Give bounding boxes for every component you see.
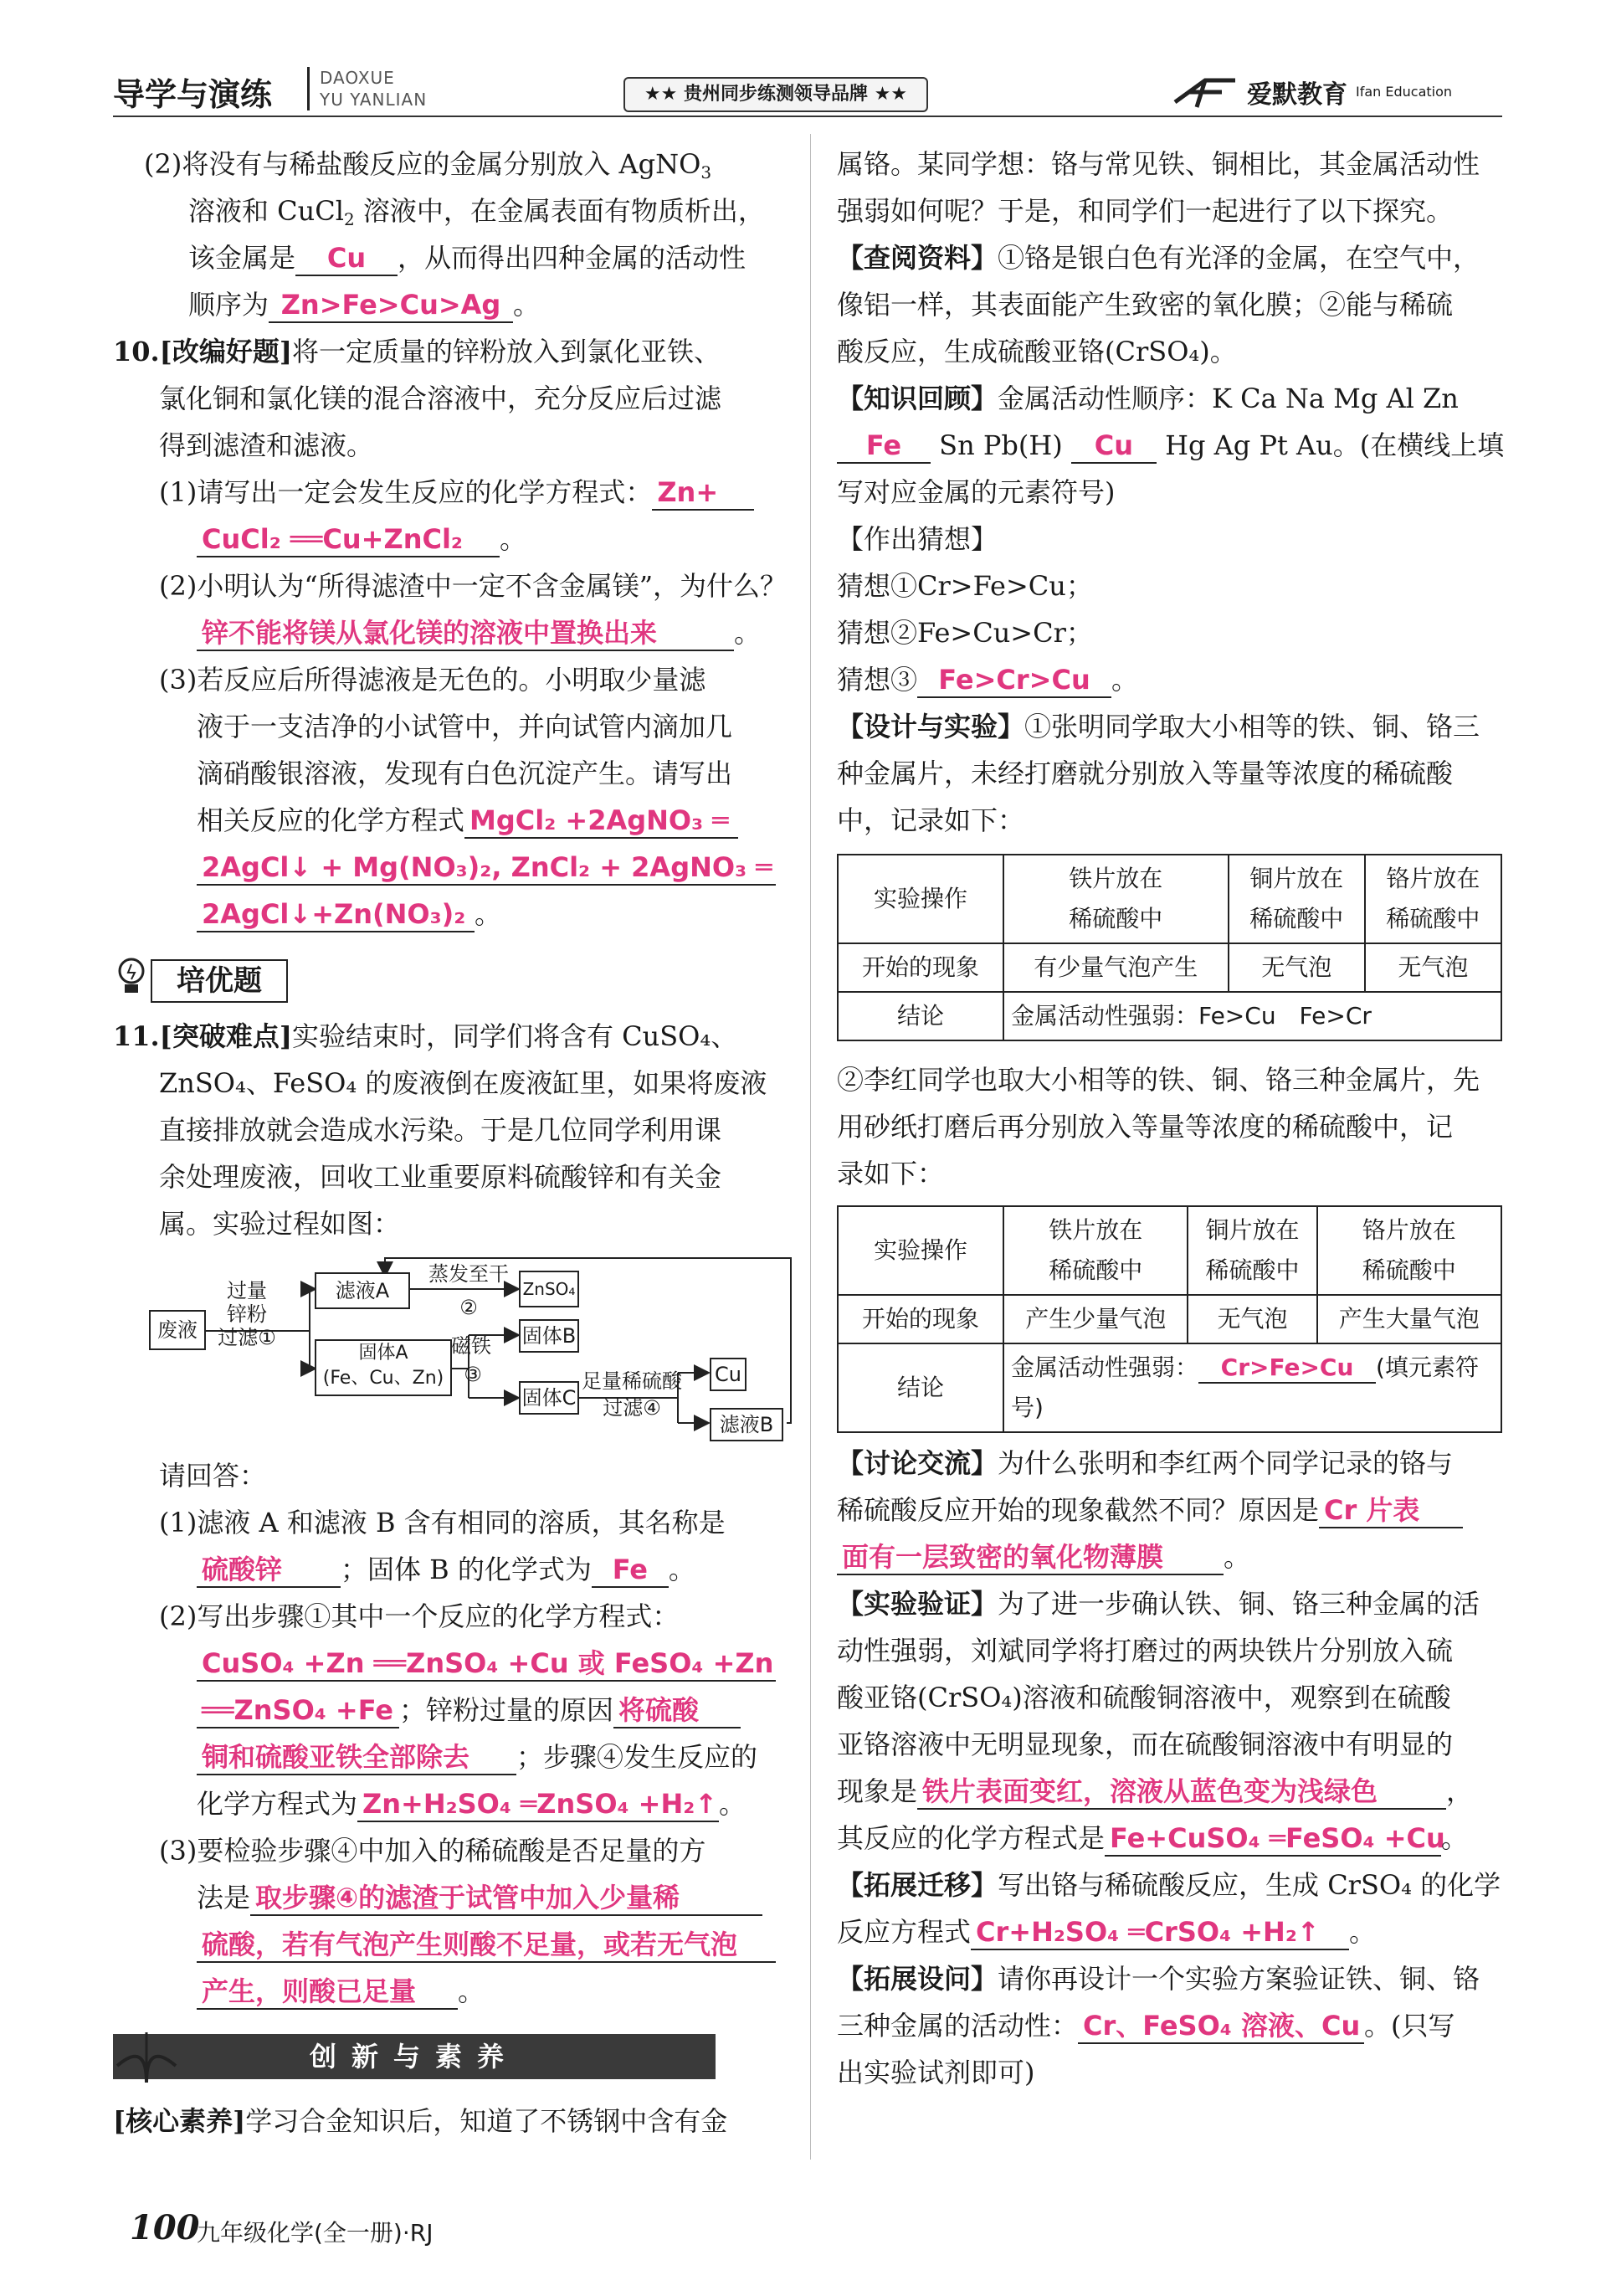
r-line-8: 写对应金属的元素符号) — [837, 476, 1116, 508]
t2-r2-0: 结论 — [838, 1343, 1003, 1432]
t2-h3: 铬片放在 稀硫酸中 — [1317, 1206, 1501, 1295]
waste-box: 废液 — [149, 1310, 206, 1350]
t2-r1-2: 无气泡 — [1188, 1295, 1316, 1343]
q10-3-line-d: 相关反应的化学方程式 MgCl₂ +2AgNO₃ ═ — [197, 797, 738, 844]
r-line-30: 【拓展设问】请你再设计一个实验方案验证铁、铜、铬 — [837, 1963, 1480, 1995]
q10-1-line: (1)请写出一定会发生反应的化学方程式： Zn+ — [159, 469, 754, 516]
q9-2-line-c: 该金属是 Cu ，从而得出四种金属的活动性 — [188, 234, 746, 281]
experiment-table-2 — [837, 1205, 1502, 1433]
q11-line-a: 11.[突破难点]实验结束时，同学们将含有 CuSO₄、 — [113, 1020, 738, 1052]
r-line-22: 【实验验证】为了进一步确认铁、铜、铬三种金属的活 — [837, 1588, 1480, 1620]
r-line-19: 【讨论交流】为什么张明和李红两个同学记录的铬与 — [837, 1447, 1454, 1479]
section-banner: 创新与素养 — [113, 2034, 716, 2079]
solid-c-box: 固体C — [519, 1381, 579, 1415]
header-separator — [307, 67, 310, 110]
r-line-2: 强弱如何呢？于是，和同学们一起进行了以下探究。 — [837, 195, 1454, 227]
q11-line-e: 属。实验过程如图： — [159, 1208, 401, 1240]
q11-3-line-a: (3)要检验步骤④中加入的稀硫酸是否足量的方 — [159, 1835, 706, 1867]
filtrate-b-box: 滤液B — [710, 1408, 783, 1441]
r-line-9: 【作出猜想】 — [837, 523, 998, 555]
acid-label: 足量稀硫酸 — [582, 1369, 682, 1393]
t1-h2: 铜片放在 稀硫酸中 — [1229, 855, 1365, 943]
t2-h1: 铁片放在 稀硫酸中 — [1003, 1206, 1188, 1295]
open-book-icon — [109, 2016, 184, 2091]
q10-3-line-c: 滴硝酸银溶液，发现有白色沉淀产生。请写出 — [197, 758, 733, 789]
r-line-16: ②李红同学也取大小相等的铁、铜、铬三种金属片，先 — [837, 1064, 1480, 1096]
r-line-21: 面有一层致密的氧化物薄膜 。 — [837, 1533, 1250, 1580]
r-line-31: 三种金属的活动性： Cr、FeSO₄ 溶液、Cu 。(只写 — [837, 2002, 1455, 2049]
t2-r1-3: 产生大量气泡 — [1317, 1295, 1501, 1343]
r-line-13: 【设计与实验】①张明同学取大小相等的铁、铜、铬三 — [837, 711, 1480, 742]
q10-3-line-a: (3)若反应后所得滤液是无色的。小明取少量滤 — [159, 664, 706, 696]
q11-1-answer-line: 硫酸锌 ；固体 B 的化学式为 Fe 。 — [197, 1546, 695, 1593]
r-line-14: 种金属片，未经打磨就分别放入等量等浓度的稀硫酸 — [837, 758, 1454, 789]
r-line-18: 录如下： — [837, 1158, 945, 1189]
r-line-12: 猜想③ Fe>Cr>Cu 。 — [837, 656, 1138, 703]
t1-r2-0: 结论 — [838, 992, 1003, 1040]
q10-line-c: 得到滤渣和滤液。 — [159, 429, 374, 461]
q11-1-line: (1)滤液 A 和滤液 B 含有相同的溶质，其名称是 — [159, 1507, 726, 1538]
t1-h0: 实验操作 — [838, 855, 1003, 943]
q10-2-line: (2)小明认为“所得滤渣中一定不含金属镁”，为什么？ — [159, 570, 788, 602]
q11-2-ans-line-1: CuSO₄ +Zn ══ZnSO₄ +Cu 或 FeSO₄ +Zn — [197, 1640, 776, 1687]
q11-3-line-b: 法是 取步骤④的滤渣于试管中加入少量稀 — [197, 1874, 762, 1921]
r-line-32: 出实验试剂即可) — [837, 2057, 1035, 2088]
q10-line-a: 10.[改编好题]将一定质量的锌粉放入到氯化亚铁、 — [113, 336, 721, 367]
r-line-5: 酸反应，生成硫酸亚铬(CrSO₄)。 — [837, 336, 1237, 367]
q9-2-line-d: 顺序为 Zn>Fe>Cu>Ag 。 — [188, 281, 540, 328]
cu-box: Cu — [710, 1358, 746, 1391]
peiyou-heading: 培优题 — [151, 959, 288, 1003]
q11-3-line-c: 硫酸，若有气泡产生则酸不足量，或若无气泡 — [197, 1921, 776, 1968]
header-rule — [113, 116, 1502, 117]
r-line-24: 酸亚铬(CrSO₄)溶液和硫酸铜溶液中，观察到在硫酸 — [837, 1682, 1451, 1713]
q10-1-line-b: CuCl₂ ══Cu+ZnCl₂ 。 — [197, 516, 526, 562]
r-line-11: 猜想②Fe>Cu>Cr； — [837, 617, 1093, 649]
r-line-25: 亚铬溶液中无明显现象，而在硫酸铜溶液中有明显的 — [837, 1728, 1454, 1760]
t1-r2-1: 金属活动性强弱：Fe>Cu Fe>Cr — [1003, 992, 1501, 1040]
t1-h1: 铁片放在 稀硫酸中 — [1003, 855, 1229, 943]
q10-3-line-f: 2AgCl↓+Zn(NO₃)₂ 。 — [197, 891, 501, 937]
step2-label: ② — [459, 1296, 478, 1319]
q10-3-line-b: 液于一支洁净的小试管中，并向试管内滴加几 — [197, 711, 733, 742]
r-line-15: 中，记录如下： — [837, 804, 1025, 836]
r-line-6: 【知识回顾】金属活动性顺序：K Ca Na Mg Al Zn — [837, 383, 1459, 414]
r-line-27: 其反应的化学方程式是 Fe+CuSO₄ ═FeSO₄ +Cu。 — [837, 1815, 1468, 1862]
q12-line: [核心素养]学习合金知识后，知道了不锈钢中含有金 — [113, 2105, 728, 2137]
q9-2-line-a: (2)将没有与稀盐酸反应的金属分别放入 AgNO$_3$ — [144, 148, 712, 182]
header-brand-en: Ifan Education — [1356, 84, 1453, 100]
answer-activity-order: Zn>Fe>Cu>Ag — [269, 288, 513, 323]
t2-r2-1: 金属活动性强弱： Cr>Fe>Cu (填元素符 号) — [1003, 1343, 1501, 1432]
r-line-26: 现象是 铁片表面变红，溶液从蓝色变为浅绿色 ， — [837, 1768, 1473, 1815]
r-line-3: 【查阅资料】①铬是银白色有光泽的金属，在空气中， — [837, 242, 1480, 274]
t2-r1-1: 产生少量气泡 — [1003, 1295, 1188, 1343]
t2-h0: 实验操作 — [838, 1206, 1003, 1295]
q11-line-c: 直接排放就会造成水污染。于是几位同学利用课 — [159, 1114, 722, 1146]
footer-text: 九年级化学(全一册)·RJ — [197, 2219, 434, 2247]
q10-2-answer-line: 锌不能将镁从氯化镁的溶液中置换出来 。 — [197, 609, 761, 656]
t1-r1-0: 开始的现象 — [838, 943, 1003, 992]
header-banner: ★★ 贵州同步练测领导品牌 ★★ — [623, 77, 928, 112]
q11-2-ans-line-3: 铜和硫酸亚铁全部除去 ；步骤④发生反应的 — [197, 1734, 757, 1780]
r-line-20: 稀硫酸反应开始的现象截然不同？原因是 Cr 片表 — [837, 1487, 1463, 1533]
header-pinyin — [320, 67, 427, 110]
r-line-1: 属铬。某同学想：铬与常见铁、铜相比，其金属活动性 — [837, 148, 1480, 180]
header-pinyin-line2: YU YANLIAN — [320, 90, 428, 110]
t1-h3: 铬片放在 稀硫酸中 — [1365, 855, 1501, 943]
q10-3-line-e: 2AgCl↓ + Mg(NO₃)₂, ZnCl₂ + 2AgNO₃ ═ — [197, 844, 776, 891]
t1-r1-2: 无气泡 — [1229, 943, 1365, 992]
header-pinyin-line1: DAOXUE — [320, 68, 395, 88]
q11-2-ans-line-4: 化学方程式为 Zn+H₂SO₄ ═ZnSO₄ +H₂↑。 — [197, 1780, 746, 1827]
column-divider — [810, 134, 811, 2160]
r-line-4: 像铝一样，其表面能产生致密的氧化膜；②能与稀硫 — [837, 289, 1454, 321]
t2-r1-0: 开始的现象 — [838, 1295, 1003, 1343]
page-header — [0, 0, 1611, 142]
header-brand: 爱默教育 — [1247, 80, 1347, 110]
t2-h2: 铜片放在 稀硫酸中 — [1188, 1206, 1316, 1295]
q11-2-ans-line-2: ══ZnSO₄ +Fe ；锌粉过量的原因 将硫酸 — [197, 1687, 741, 1734]
solid-a-box: 固体A (Fe、Cu、Zn) — [315, 1339, 452, 1396]
magnet-label: 磁铁 — [451, 1334, 491, 1358]
step3-label: ③ — [464, 1363, 482, 1386]
step4-label: 过滤④ — [603, 1396, 661, 1420]
r-line-17: 用砂纸打磨后再分别放入等量等浓度的稀硫酸中，记 — [837, 1111, 1454, 1143]
q9-2-line-b: 溶液和 CuCl$_2$ 溶液中，在金属表面有物质析出， — [188, 195, 765, 229]
lightbulb-icon — [113, 954, 150, 1001]
q11-line-d: 余处理废液，回收工业重要原料硫酸锌和有关金 — [159, 1161, 722, 1193]
q11-3-line-d: 产生，则酸已足量 。 — [197, 1968, 485, 2015]
r-line-7: Fe Sn Pb(H) Cu Hg Ag Pt Au。(在横线上填 — [837, 422, 1504, 469]
t1-r1-3: 无气泡 — [1365, 943, 1501, 992]
page-number: 100 — [130, 2208, 200, 2247]
ask-line: 请回答： — [159, 1460, 267, 1492]
evaporate-label: 蒸发至干 — [428, 1262, 509, 1286]
header-title: 导学与演练 — [113, 76, 273, 113]
step1-label: 过量 锌粉 过滤① — [218, 1279, 276, 1349]
q11-2-line: (2)写出步骤①其中一个反应的化学方程式： — [159, 1600, 680, 1632]
solid-b-box: 固体B — [519, 1319, 579, 1353]
filtrate-a-box: 滤液A — [315, 1272, 410, 1309]
q11-line-b: ZnSO₄、FeSO₄ 的废液倒在废液缸里，如果将废液 — [159, 1067, 767, 1099]
answer-metal: Cu — [295, 241, 398, 276]
r-line-23: 动性强弱，刘斌同学将打磨过的两块铁片分别放入硫 — [837, 1635, 1454, 1667]
experiment-table-1 — [837, 854, 1502, 1041]
znso4-box: ZnSO₄ — [519, 1271, 579, 1307]
r-line-28: 【拓展迁移】写出铬与稀硫酸反应，生成 CrSO₄ 的化学 — [837, 1869, 1501, 1901]
t1-r1-1: 有少量气泡产生 — [1003, 943, 1229, 992]
brand-logo-icon — [1172, 72, 1239, 109]
r-line-10: 猜想①Cr>Fe>Cu； — [837, 570, 1093, 602]
q10-line-b: 氯化铜和氯化镁的混合溶液中，充分反应后过滤 — [159, 383, 722, 414]
r-line-29: 反应方程式 Cr+H₂SO₄ ═CrSO₄ +H₂↑ 。 — [837, 1908, 1376, 1955]
